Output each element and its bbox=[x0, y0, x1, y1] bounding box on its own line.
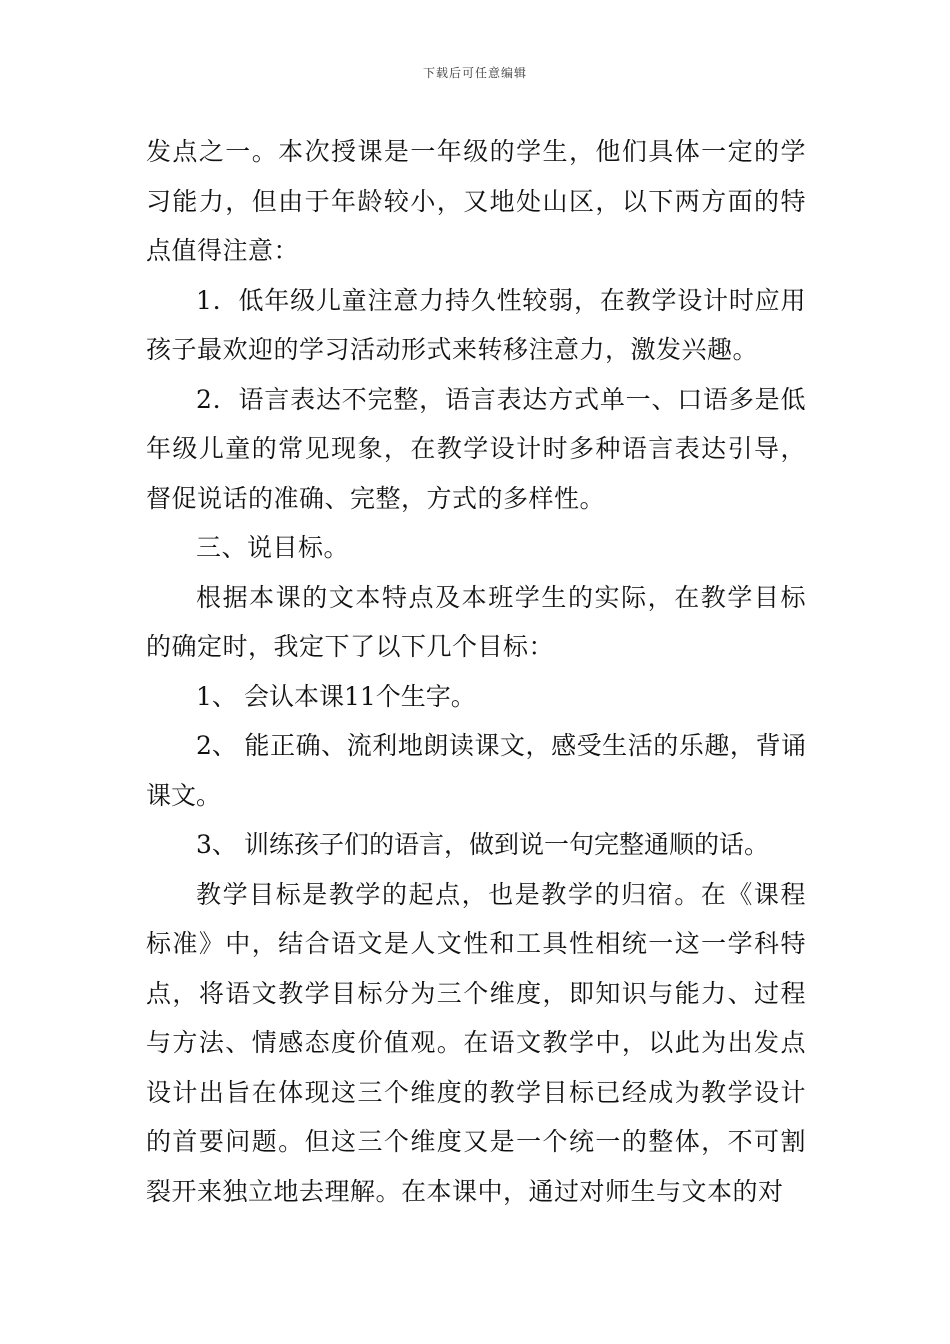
goal-item-3 bbox=[146, 820, 806, 870]
goal-text: 能正确、流利地朗读课文，感受生活的乐趣，背诵课文。 bbox=[146, 731, 806, 810]
goal-text: 训练孩子们的语言，做到说一句完整通顺的话。 bbox=[244, 830, 770, 859]
page-header-note: 下载后可任意编辑 bbox=[422, 66, 527, 80]
section-heading-goals: 三、说目标。 bbox=[196, 533, 350, 562]
paragraph-continuation: 发点之一。本次授课是一年级的学生，他们具体一定的学习能力，但由于年龄较小，又地处山区，以下两方面的特点值得注意： bbox=[146, 137, 806, 265]
goal-number: 3、 bbox=[196, 830, 237, 859]
paragraph-goals-intro: 根据本课的文本特点及本班学生的实际，在教学目标的确定时，我定下了以下几个目标： bbox=[146, 582, 806, 661]
paragraph-point-2: 2．语言表达不完整，语言表达方式单一、口语多是低年级儿童的常见现象，在教学设计时多种语言表达引导，督促说话的准确、完整，方式的多样性。 bbox=[146, 384, 806, 513]
paragraph-goals-discussion: 教学目标是教学的起点，也是教学的归宿。在《课程标准》中，结合语文是人文性和工具性相统一这一学科特点，将语文教学目标分为三个维度，即知识与能力、过程与方法、情感态度价值观。在语文教学中，以此为出发点设计出旨在体现这三个维度的教学目标已经成为教学设计的首要问题。但这三个维度又是一个统一的整体，不可割裂开来独立地去理解。在本课中，通过对师生与文本的对 bbox=[146, 879, 806, 1206]
goal-number: 1、 bbox=[196, 681, 237, 711]
goal-text: 会认本课11个生字。 bbox=[244, 681, 476, 711]
document-body bbox=[146, 127, 806, 1216]
goal-number: 2、 bbox=[196, 731, 237, 760]
goal-item-1 bbox=[146, 672, 806, 722]
goal-item-2 bbox=[146, 721, 806, 820]
paragraph-point-1: 1．低年级儿童注意力持久性较弱，在教学设计时应用孩子最欢迎的学习活动形式来转移注意力，激发兴趣。 bbox=[146, 285, 806, 364]
